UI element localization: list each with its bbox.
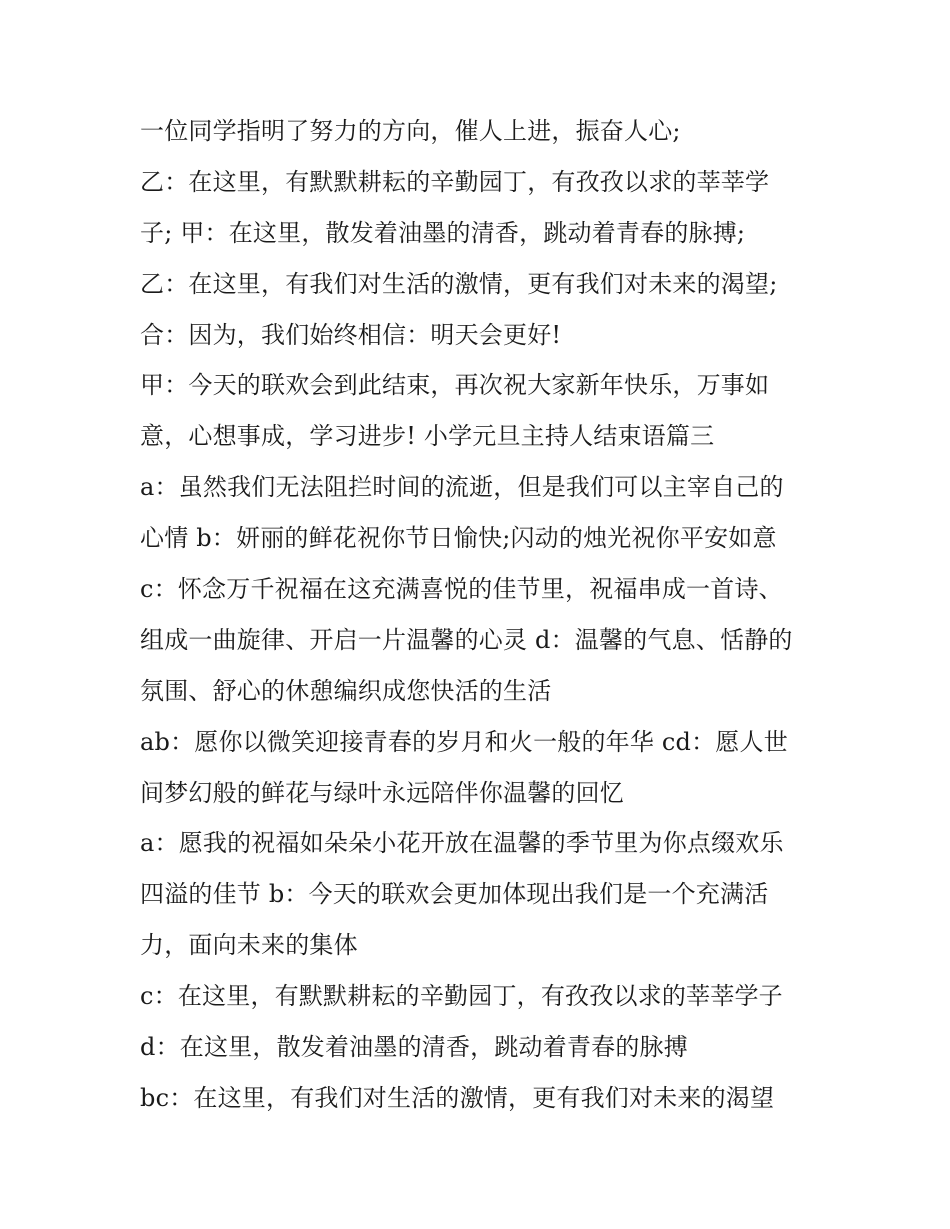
text-line: ab：愿你以微笑迎接青春的岁月和火一般的年华 cd：愿人世 — [140, 727, 788, 756]
text-line: 四溢的佳节 b：今天的联欢会更加体现出我们是一个充满活 — [140, 880, 769, 909]
text-line: 子; 甲：在这里，散发着油墨的清香，跳动着青春的脉搏; — [140, 218, 746, 247]
text-line: 合：因为，我们始终相信：明天会更好! — [140, 320, 562, 349]
text-line: 一位同学指明了努力的方向，催人上进，振奋人心; — [140, 117, 681, 145]
text-line: 甲：今天的联欢会到此结束，再次祝大家新年快乐，万事如 — [140, 371, 770, 400]
text-line: 氛围、舒心的休憩编织成您快活的生活 — [140, 676, 552, 705]
text-line: 力，面向未来的集体 — [140, 931, 358, 960]
text-line: 间梦幻般的鲜花与绿叶永远陪伴你温馨的回忆 — [140, 778, 624, 807]
text-line: 乙：在这里，有默默耕耘的辛勤园丁，有孜孜以求的莘莘学 — [140, 167, 770, 196]
document-body — [140, 106, 830, 1124]
text-line: 乙：在这里，有我们对生活的激情，更有我们对未来的渴望; — [140, 269, 778, 298]
text-line: c：怀念万千祝福在这充满喜悦的佳节里，祝福串成一首诗、 — [140, 575, 783, 604]
text-line: d：在这里，散发着油墨的清香，跳动着青春的脉搏 — [140, 1033, 688, 1062]
text-line: a：愿我的祝福如朵朵小花开放在温馨的季节里为你点缀欢乐 — [140, 829, 784, 858]
text-line: a：虽然我们无法阻拦时间的流逝，但是我们可以主宰自己的 — [140, 473, 784, 502]
text-line: bc：在这里，有我们对生活的激情，更有我们对未来的渴望 — [140, 1083, 775, 1112]
text-line: 组成一曲旋律、开启一片温馨的心灵 d：温馨的气息、恬静的 — [140, 625, 793, 654]
text-line: c：在这里，有默默耕耘的辛勤园丁，有孜孜以求的莘莘学子 — [140, 982, 783, 1011]
text-line: 意，心想事成，学习进步! 小学元旦主持人结束语篇三 — [140, 422, 715, 451]
text-line: 心情 b：妍丽的鲜花祝你节日愉快;闪动的烛光祝你平安如意 — [140, 524, 777, 553]
